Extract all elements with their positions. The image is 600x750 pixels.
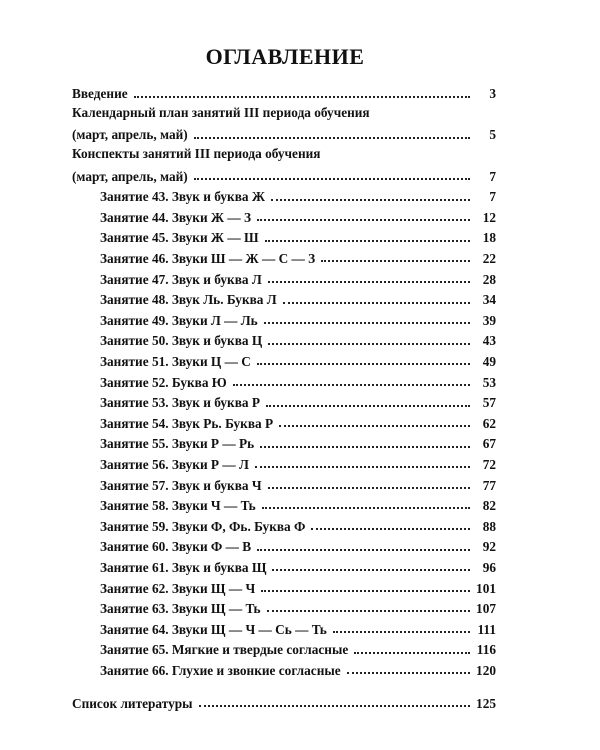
toc-entry-lesson [72,327,496,348]
toc-entry-label: Список литературы [72,695,193,711]
dot-leader [257,219,470,221]
lesson-list [72,183,496,677]
toc-entry-label: Занятие 54. Звук Рь. Буква Р [100,415,274,431]
dot-leader [233,384,470,386]
toc-entry-page: 7 [489,189,496,205]
toc-entry-page: 96 [482,559,496,575]
toc-entry-lesson [72,368,496,389]
toc-entry-page: 88 [482,518,496,534]
toc-entry-page: 72 [482,456,496,472]
toc-entry-page: 5 [489,127,496,143]
toc-entry-page: 3 [489,86,496,102]
toc-entry-page: 28 [482,271,496,287]
toc-entry-page: 107 [476,601,496,617]
toc-entry-page: 120 [476,662,496,678]
toc-entry-intro [72,80,496,101]
dot-leader [261,590,470,592]
toc-entry-label: (март, апрель, май) [72,127,188,143]
toc-entry-calendar [72,121,496,142]
toc-entry-bibliography [72,689,496,710]
dot-leader [279,425,470,427]
toc-entry-lesson [72,451,496,472]
toc-entry-label: Занятие 53. Звук и буква Р [100,395,260,411]
toc-entry-lesson [72,657,496,678]
toc-entry-lesson [72,348,496,369]
toc-entry-page: 43 [482,333,496,349]
toc-entry-lesson [72,533,496,554]
toc-entry-lesson [72,245,496,266]
toc-entry-notes [72,162,496,183]
toc-entry-lesson [72,183,496,204]
toc-entry-lesson [72,512,496,533]
toc-entry-lesson [72,595,496,616]
toc-entry-page: 18 [482,230,496,246]
dot-leader [257,363,470,365]
toc-entry-lesson [72,471,496,492]
toc-entry-page: 7 [489,168,496,184]
toc-entry-label: Занятие 49. Звуки Л — Ль [100,312,258,328]
toc-entry-calendar-line1: Календарный план занятий III периода обучения [72,105,370,121]
dot-leader [271,199,470,201]
toc-entry-label: Занятие 58. Звуки Ч — Ть [100,498,256,514]
dot-leader [268,487,470,489]
toc-entry-page: 39 [482,312,496,328]
dot-leader [311,528,470,530]
dot-leader [134,96,470,98]
dot-leader [260,446,470,448]
toc-entry-label: Занятие 57. Звук и буква Ч [100,477,262,493]
toc-entry-page: 34 [482,292,496,308]
dot-leader [272,569,470,571]
table-of-contents [72,80,496,710]
dot-leader [268,281,470,283]
toc-entry-lesson [72,204,496,225]
dot-leader [264,322,470,324]
toc-entry-lesson [72,430,496,451]
toc-entry-page: 77 [482,477,496,493]
toc-entry-page: 101 [476,580,496,596]
toc-entry-label: Занятие 47. Звук и буква Л [100,271,262,287]
toc-entry-lesson [72,410,496,431]
dot-leader [255,466,470,468]
dot-leader [257,549,470,551]
page-title: ОГЛАВЛЕНИЕ [205,44,365,69]
toc-entry-page: 62 [482,415,496,431]
toc-entry-lesson [72,307,496,328]
toc-entry-lesson [72,389,496,410]
toc-entry-label: Занятие 45. Звуки Ж — Ш [100,230,259,246]
toc-entry-page: 92 [482,539,496,555]
toc-entry-page: 116 [476,642,496,658]
dot-leader [262,507,470,509]
toc-entry-page: 67 [482,436,496,452]
toc-entry-label: Занятие 66. Глухие и звонкие согласные [100,662,341,678]
toc-entry-label: Занятие 61. Звук и буква Щ [100,559,267,575]
dot-leader [199,705,471,707]
toc-entry-page: 57 [482,395,496,411]
toc-entry-lesson [72,492,496,513]
toc-entry-label: Занятие 44. Звуки Ж — З [100,209,252,225]
dot-leader [266,405,470,407]
toc-entry-lesson [72,636,496,657]
toc-entry-lesson [72,286,496,307]
toc-entry-label: Занятие 50. Звук и буква Ц [100,333,263,349]
dot-leader [194,178,470,180]
toc-entry-label: (март, апрель, май) [72,168,188,184]
toc-entry-page: 12 [482,209,496,225]
toc-entry-page: 49 [482,354,496,370]
dot-leader [265,240,470,242]
toc-entry-label: Занятие 51. Звуки Ц — С [100,354,251,370]
toc-entry-notes-line1: Конспекты занятий III периода обучения [72,146,321,162]
toc-entry-lesson [72,554,496,575]
toc-entry-lesson [72,574,496,595]
toc-entry-page: 111 [477,621,496,637]
toc-entry-label: Занятие 59. Звуки Ф, Фь. Буква Ф [100,518,306,534]
dot-leader [268,343,470,345]
toc-entry-label: Занятие 52. Буква Ю [100,374,227,390]
toc-entry-label: Занятие 60. Звуки Ф — В [100,539,252,555]
toc-entry-label: Занятие 65. Мягкие и твердые согласные [100,642,349,658]
toc-entry-page: 22 [482,251,496,267]
dot-leader [333,631,470,633]
toc-entry-page: 125 [476,695,496,711]
dot-leader [354,652,470,654]
toc-entry-label: Занятие 48. Звук Ль. Буква Л [100,292,277,308]
dot-leader [321,260,470,262]
toc-entry-label: Занятие 64. Звуки Щ — Ч — Сь — Ть [100,621,327,637]
toc-entry-lesson [72,265,496,286]
toc-entry-label: Введение [72,86,128,102]
toc-entry-label: Занятие 62. Звуки Щ — Ч [100,580,256,596]
dot-leader [194,137,470,139]
toc-entry-label: Занятие 43. Звук и буква Ж [100,189,266,205]
toc-entry-label: Занятие 56. Звуки Р — Л [100,456,249,472]
toc-entry-label: Занятие 46. Звуки Ш — Ж — С — З [100,251,316,267]
toc-entry-label: Занятие 55. Звуки Р — Рь [100,436,255,452]
dot-leader [347,672,470,674]
dot-leader [267,610,470,612]
dot-leader [283,302,470,304]
toc-entry-page: 53 [482,374,496,390]
toc-entry-lesson [72,615,496,636]
toc-entry-page: 82 [482,498,496,514]
toc-entry-label: Занятие 63. Звуки Щ — Ть [100,601,261,617]
toc-entry-lesson [72,224,496,245]
